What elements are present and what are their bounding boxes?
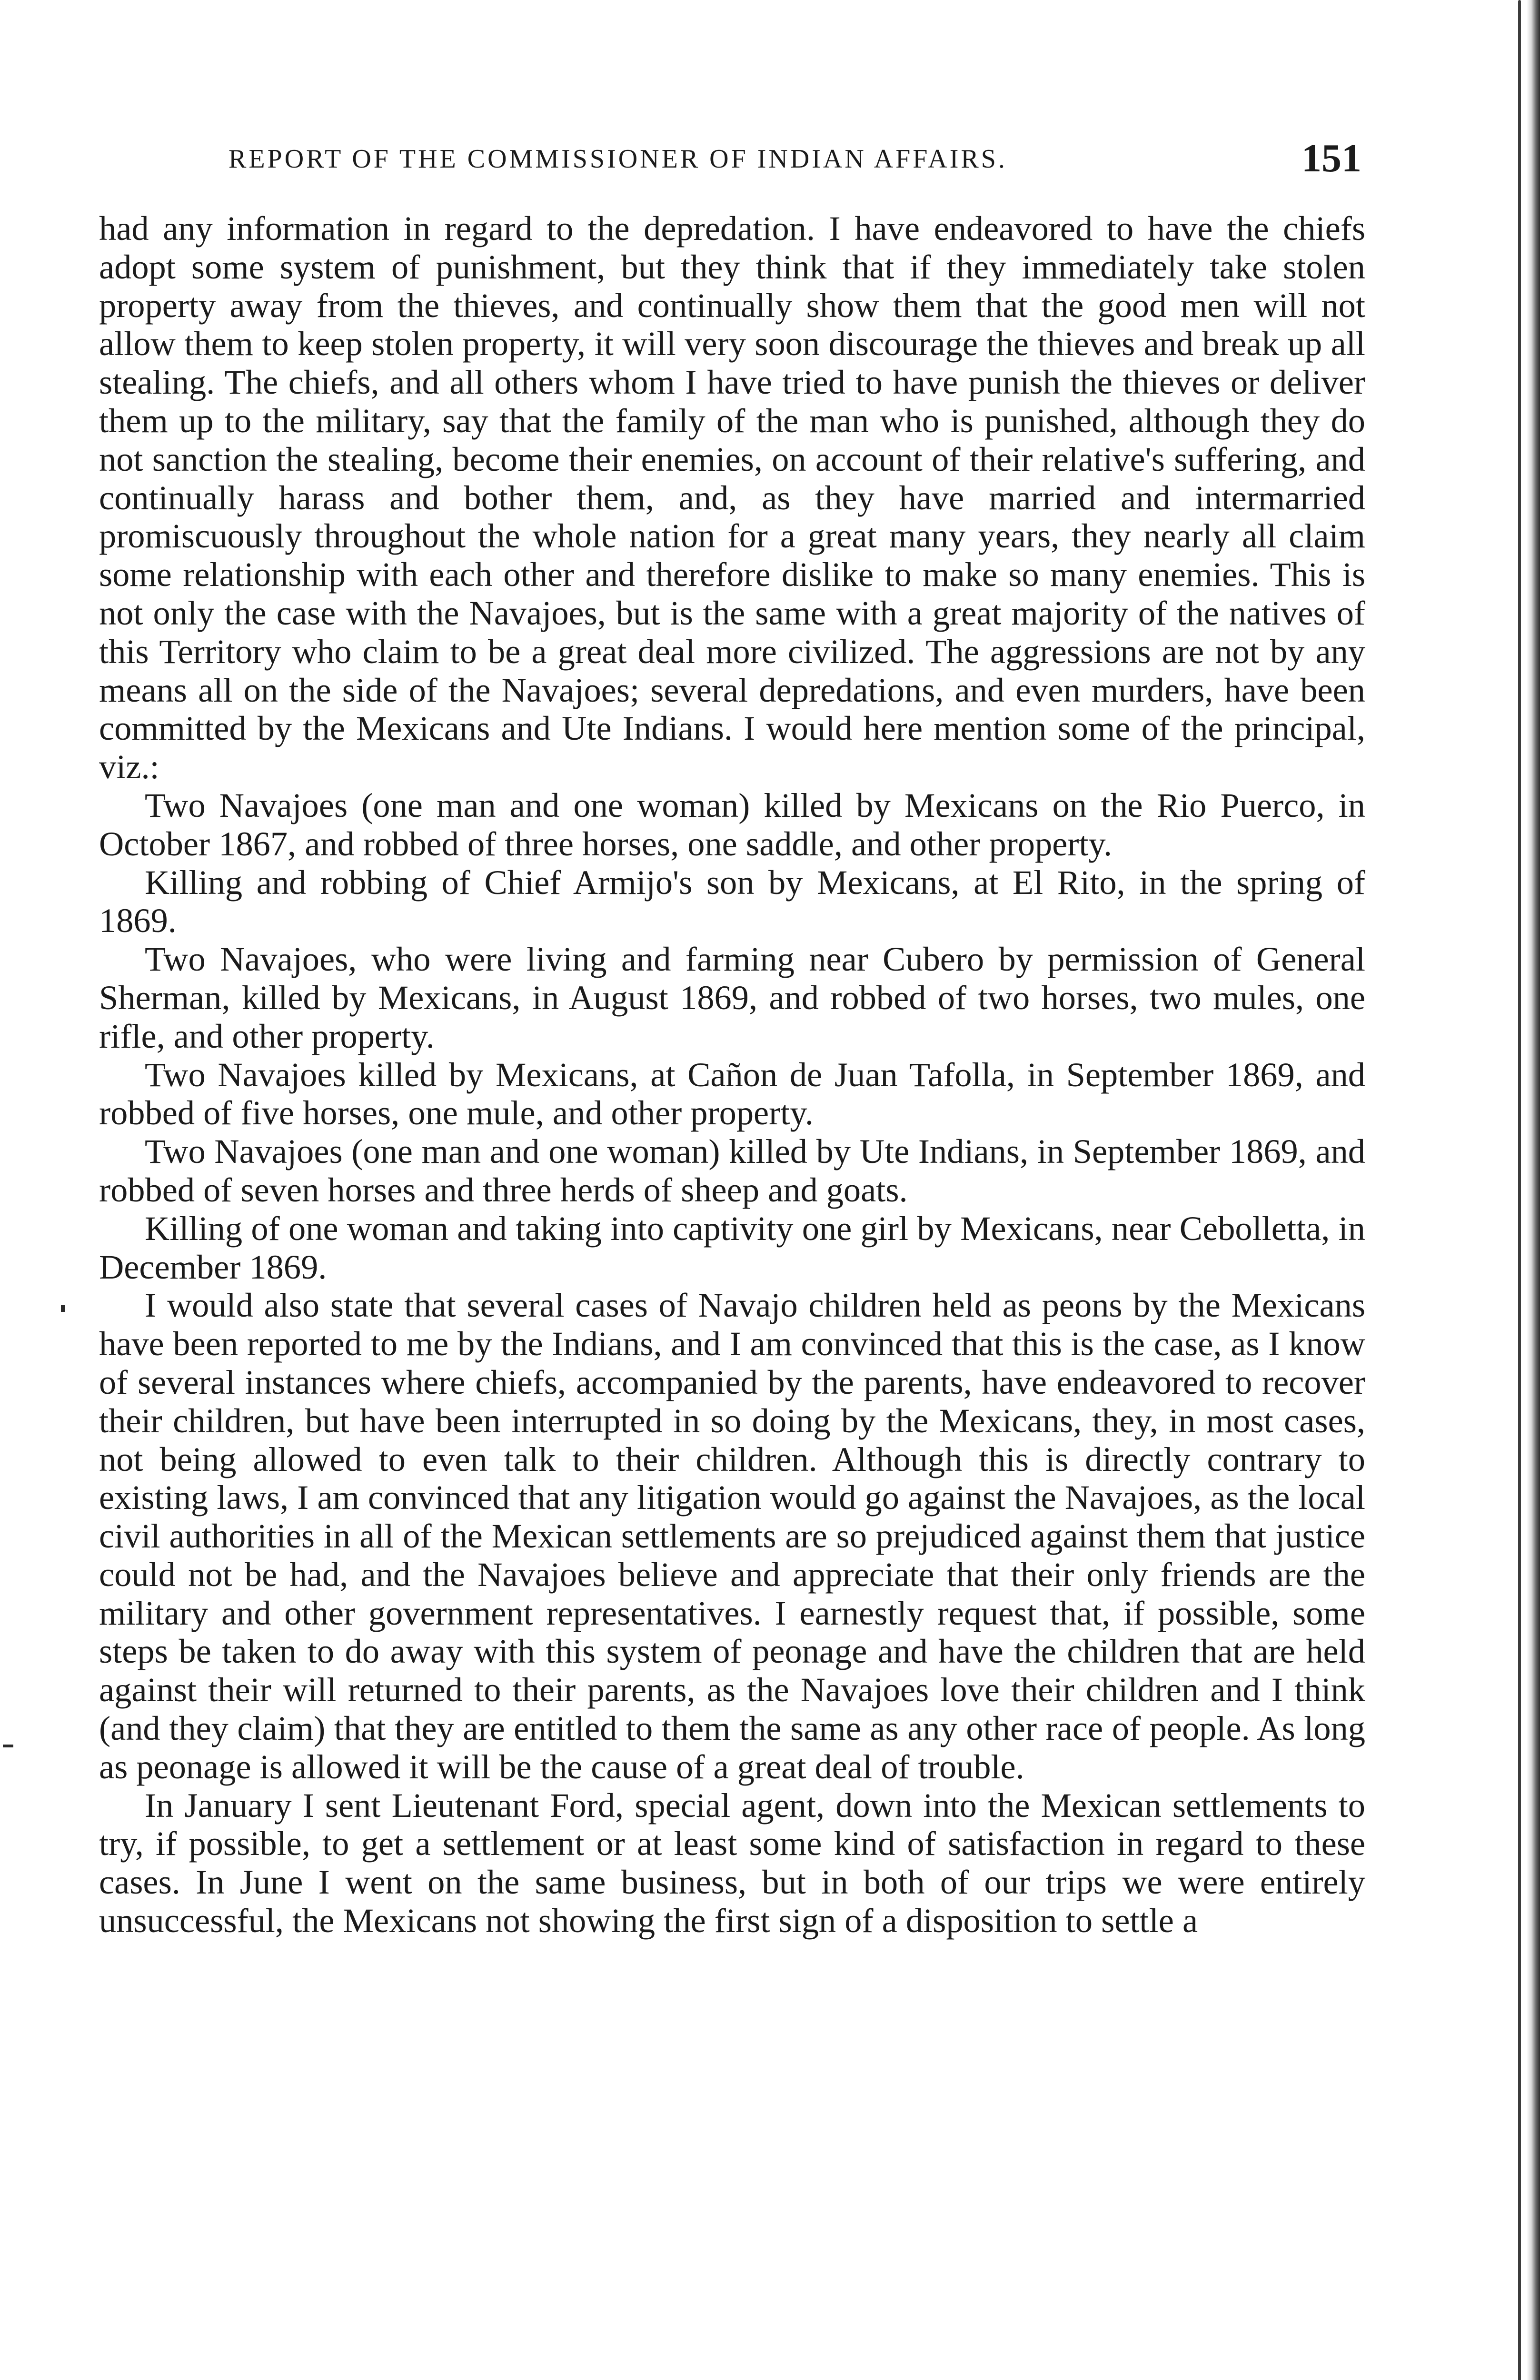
paragraph: Two Navajoes (one man and one woman) killed by Mexicans on the Rio Puerco, in October 1867, and robbed of three horses, one saddle, and other property. [99,785,1365,863]
paragraph: I would also state that several cases of Navajo children held as peons by the Mexicans have been reported to me by the Indians, and I am convinced that this is the case, as I know of several instances where chiefs, accompanied by the parents, have endeavored to recover their children, but have been interrupted in so doing by the Mexicans, they, in most cases, not being allowed to even talk to their children. Although this is directly contrary to existing laws, I am convinced that any litigation would go against the Navajoes, as the local civil authorities in all of the Mexican settlements are so prejudiced against them that justice could not be had, and the Navajoes believe and appreciate that their only friends are the military and other government representatives. I earnestly request that, if possible, some steps be taken to do away with this system of peonage and have the children that are held against their will returned to their parents, as the Navajoes love their children and I think (and they claim) that they are entitled to them the same as any other race of people. As long as peonage is allowed it will be the cause of a great deal of trouble. [99,1286,1365,1786]
page-edge-shadow [1527,0,1540,2380]
paragraph: In January I sent Lieutenant Ford, special agent, down into the Mexican settlements to try, if possible, to get a settlement or at least some kind of satisfaction in regard to these cases. In June I went on the same business, but in both of our trips we were entirely unsuccessful, the Mexicans not showing the first sign of a disposition to settle a [99,1785,1365,1940]
page-header [229,136,1361,184]
margin-mark [3,1745,13,1747]
paragraph: Two Navajoes (one man and one woman) killed by Ute Indians, in September 1869, and robbed of seven horses and three herds of sheep and goats. [99,1132,1365,1209]
paragraph: had any information in regard to the depredation. I have endeavored to have the chiefs adopt some system of punishment, but they think that if they immediately take stolen property away from the thieves, and continually show them that the good men will not allow them to keep stolen property, it will very soon discourage the thieves and break up all stealing. The chiefs, and all others whom I have tried to have punish the thieves or deliver them up to the military, say that the family of the man who is punished, although they do not sanction the stealing, become their enemies, on account of their relative's suffering, and continually harass and bother them, and, as they have married and intermarried promiscuously throughout the whole nation for a great many years, they nearly all claim some relationship with each other and therefore dislike to make so many enemies. This is not only the case with the Navajoes, but is the same with a great majority of the natives of this Territory who claim to be a great deal more civilized. The aggressions are not by any means all on the side of the Navajoes; several depredations, and even murders, have been committed by the Mexicans and Ute Indians. I would here mention some of the principal, viz.: [99,209,1365,786]
page-number: 151 [1302,136,1361,180]
paragraph: Two Navajoes killed by Mexicans, at Cañon de Juan Tafolla, in September 1869, and robbed of five horses, one mule, and other property. [99,1055,1365,1132]
paragraph: Killing and robbing of Chief Armijo's son by Mexicans, at El Rito, in the spring of 1869. [99,863,1365,940]
paragraph: Killing of one woman and taking into captivity one girl by Mexicans, near Cebolletta, in December 1869. [99,1209,1365,1286]
body-text [99,209,1365,1940]
page-edge-line [1518,0,1521,2380]
running-title: REPORT OF THE COMMISSIONER OF INDIAN AFFAIRS. [229,144,1007,174]
paragraph: Two Navajoes, who were living and farming near Cubero by permission of General Sherman, killed by Mexicans, in August 1869, and robbed of two horses, two mules, one rifle, and other property. [99,940,1365,1055]
margin-mark [61,1305,65,1312]
